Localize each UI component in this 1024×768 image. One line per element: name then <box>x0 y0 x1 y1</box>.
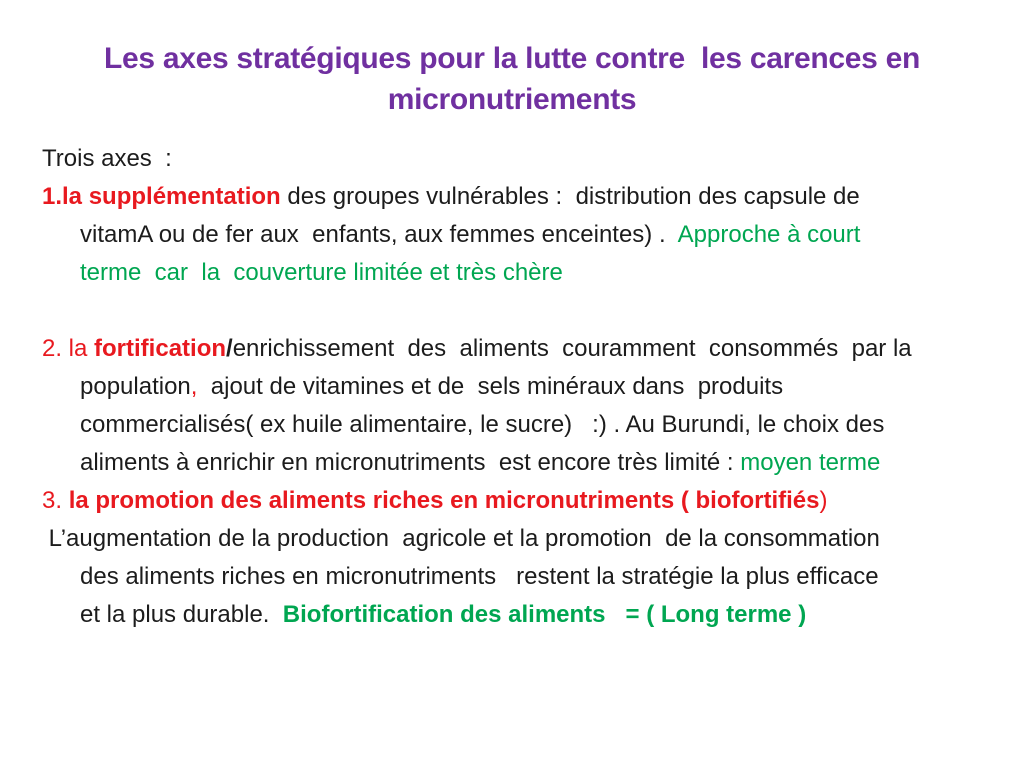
text-run: commercialisés( ex huile alimentaire, le sucre) :) . Au Burundi, le choix des <box>80 411 885 438</box>
text-line <box>42 178 1008 216</box>
text-line <box>42 520 1008 558</box>
text-line <box>42 406 1008 444</box>
text-run: la promotion des aliments riches en micronutriments ( biofortifiés <box>68 487 820 514</box>
text-run: ajout de vitamines et de sels minéraux dans produits <box>197 373 784 400</box>
paragraph-intro <box>42 140 1008 178</box>
text-run: 2. la <box>42 335 95 362</box>
text-line <box>42 482 1008 520</box>
text-run: fortification <box>94 335 227 362</box>
text-line <box>42 216 1008 254</box>
slide-title <box>0 0 1024 120</box>
text-run: des aliments riches en micronutriments restent la stratégie la plus efficace <box>80 563 879 590</box>
text-line <box>42 368 1008 406</box>
text-run: enrichissement des aliments couramment consommés par la <box>232 335 912 362</box>
text-run: 3. <box>42 487 69 514</box>
text-run: Biofortification des aliments = ( Long terme ) <box>282 601 807 628</box>
text-line <box>42 444 1008 482</box>
paragraph-axis-3-promotion <box>42 482 1008 520</box>
slide-title-line-1: Les axes stratégiques pour la lutte contre les carences en <box>104 42 920 75</box>
slide-body <box>0 140 1024 634</box>
text-run: des groupes vulnérables : distribution des capsule de <box>280 183 860 210</box>
text-run: terme car la couverture limitée et très chère <box>80 259 563 286</box>
text-run: vitamA ou de fer aux enfants, aux femmes enceintes) . <box>80 221 678 248</box>
text-run: Trois axes : <box>42 145 172 172</box>
slide-title-line-2: micronutriements <box>387 83 637 116</box>
text-run: population <box>80 373 191 400</box>
text-line <box>42 330 1008 368</box>
paragraph-axis-2-fortification <box>42 330 1008 482</box>
text-line <box>42 558 1008 596</box>
text-run: / <box>226 335 233 362</box>
text-run: Approche à court <box>677 221 861 248</box>
text-run: et la plus durable. <box>80 601 283 628</box>
text-run: 1.la supplémentation <box>42 183 281 210</box>
text-run: , <box>190 373 198 400</box>
text-line <box>42 596 1008 634</box>
text-line <box>42 140 1008 178</box>
paragraph-conclusion-biofortification <box>42 520 1008 634</box>
text-line <box>42 254 1008 292</box>
text-run: L’augmentation de la production agricole et la promotion de la consommation <box>42 525 880 552</box>
text-run: moyen terme <box>740 449 881 476</box>
text-run: ) <box>819 487 828 514</box>
text-run: aliments à enrichir en micronutriments est encore très limité : <box>80 449 741 476</box>
paragraph-axis-1-supplementation <box>42 178 1008 292</box>
